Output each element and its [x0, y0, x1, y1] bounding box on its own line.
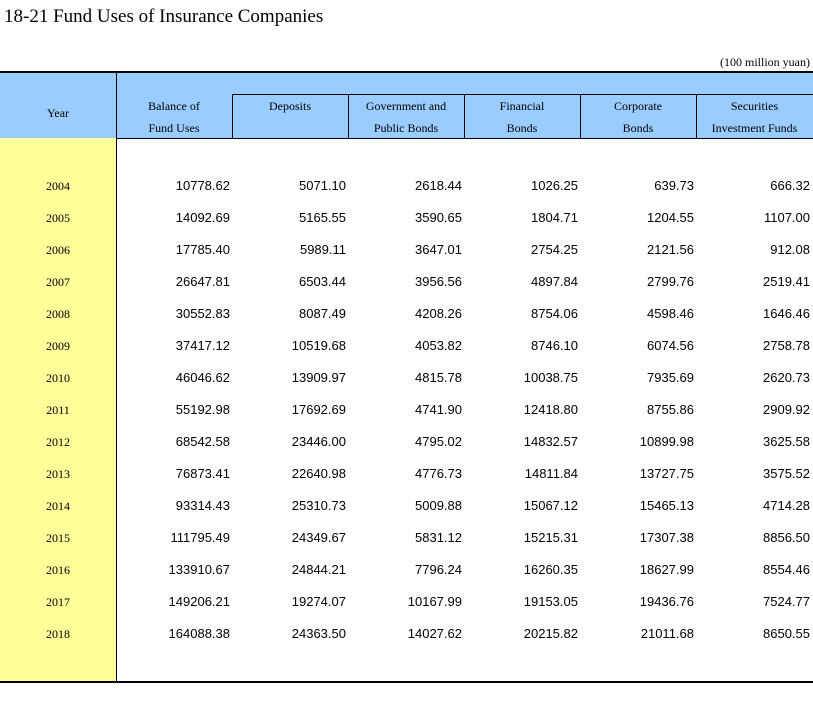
- header-fin-bonds-line1: Financial: [499, 99, 545, 113]
- gov-bonds-cell: 5009.88: [415, 498, 462, 513]
- header-balance-line1: Balance of: [148, 99, 200, 113]
- gov-bonds-cell: 4208.26: [415, 306, 462, 321]
- balance-cell: 14092.69: [175, 210, 230, 225]
- balance-cell: 46046.62: [175, 370, 230, 385]
- sec-funds-cell: 7524.77: [763, 594, 810, 609]
- fin-bonds-cell: 16260.35: [523, 562, 578, 577]
- deposits-cell: 23446.00: [291, 434, 346, 449]
- deposits-cell: 22640.98: [291, 466, 346, 481]
- corp-bonds-cell: 19436.76: [639, 594, 694, 609]
- table-row: [0, 242, 813, 258]
- deposits-cell: 8087.49: [299, 306, 346, 321]
- fin-bonds-cell: 2754.25: [531, 242, 578, 257]
- sec-funds-cell: 8650.55: [763, 626, 810, 641]
- balance-cell: 111795.49: [170, 530, 230, 545]
- deposits-cell: 19274.07: [291, 594, 346, 609]
- deposits-cell: 5071.10: [299, 178, 346, 193]
- year-cell: 2008: [46, 307, 70, 321]
- balance-cell: 17785.40: [175, 242, 230, 257]
- header-fin-bonds: [464, 95, 580, 139]
- fin-bonds-cell: 10038.75: [523, 370, 578, 385]
- fin-bonds-cell: 1804.71: [531, 210, 578, 225]
- header-deposits-line1: Deposits: [269, 99, 311, 113]
- header-sec-funds: [696, 95, 813, 139]
- fin-bonds-cell: 20215.82: [523, 626, 578, 641]
- table-row: [0, 178, 813, 194]
- header-corp-bonds: [580, 95, 696, 139]
- table-row: [0, 466, 813, 482]
- fin-bonds-cell: 12418.80: [523, 402, 578, 417]
- gov-bonds-cell: 2618.44: [415, 178, 462, 193]
- table-row: [0, 402, 813, 418]
- sec-funds-cell: 2620.73: [763, 370, 810, 385]
- deposits-cell: 24349.67: [291, 530, 346, 545]
- corp-bonds-cell: 2121.56: [647, 242, 694, 257]
- sec-funds-cell: 8554.46: [763, 562, 810, 577]
- corp-bonds-cell: 2799.76: [647, 274, 694, 289]
- balance-cell: 10778.62: [175, 178, 230, 193]
- table-row: [0, 626, 813, 642]
- year-cell: 2007: [46, 275, 70, 289]
- fin-bonds-cell: 19153.05: [523, 594, 578, 609]
- year-cell: 2016: [46, 563, 70, 577]
- table-row: [0, 530, 813, 546]
- sec-funds-cell: 8856.50: [763, 530, 810, 545]
- table-row: [0, 498, 813, 514]
- year-cell: 2006: [46, 243, 70, 257]
- corp-bonds-cell: 18627.99: [639, 562, 694, 577]
- header-fin-bonds-line2: Bonds: [506, 121, 538, 135]
- gov-bonds-cell: 10167.99: [407, 594, 462, 609]
- deposits-cell: 5165.55: [299, 210, 346, 225]
- gov-bonds-cell: 4741.90: [415, 402, 462, 417]
- deposits-cell: 24844.21: [291, 562, 346, 577]
- fin-bonds-cell: 1026.25: [531, 178, 578, 193]
- fin-bonds-cell: 8746.10: [531, 338, 578, 353]
- table-row: [0, 274, 813, 290]
- fin-bonds-cell: 15067.12: [523, 498, 578, 513]
- corp-bonds-cell: 6074.56: [647, 338, 694, 353]
- year-cell: 2013: [46, 467, 70, 481]
- corp-bonds-cell: 4598.46: [647, 306, 694, 321]
- table-row: [0, 306, 813, 322]
- year-cell: 2009: [46, 339, 70, 353]
- balance-cell: 164088.38: [168, 626, 230, 641]
- header-sec-funds-line2: Investment Funds: [711, 121, 798, 135]
- year-cell: 2012: [46, 435, 70, 449]
- bottom-rule: [0, 681, 813, 683]
- corp-bonds-cell: 15465.13: [639, 498, 694, 513]
- sec-funds-cell: 3575.52: [763, 466, 810, 481]
- fin-bonds-cell: 15215.31: [523, 530, 578, 545]
- year-cell: 2004: [46, 179, 70, 193]
- sec-funds-cell: 3625.58: [763, 434, 810, 449]
- table-row: [0, 370, 813, 386]
- year-cell: 2015: [46, 531, 70, 545]
- balance-cell: 149206.21: [168, 594, 230, 609]
- balance-cell: 30552.83: [175, 306, 230, 321]
- year-cell: 2014: [46, 499, 70, 513]
- table-row: [0, 594, 813, 610]
- gov-bonds-cell: 3956.56: [415, 274, 462, 289]
- fin-bonds-cell: 14832.57: [523, 434, 578, 449]
- gov-bonds-cell: 4776.73: [415, 466, 462, 481]
- sec-funds-cell: 912.08: [770, 242, 810, 257]
- header-gov-bonds: [348, 95, 464, 139]
- sec-funds-cell: 1107.00: [763, 210, 810, 225]
- table-row: [0, 210, 813, 226]
- deposits-cell: 6503.44: [299, 274, 346, 289]
- gov-bonds-cell: 4053.82: [415, 338, 462, 353]
- header-balance-line2: Fund Uses: [148, 121, 200, 135]
- corp-bonds-cell: 13727.75: [639, 466, 694, 481]
- fin-bonds-cell: 4897.84: [531, 274, 578, 289]
- sec-funds-cell: 1646.46: [763, 306, 810, 321]
- gov-bonds-cell: 3647.01: [415, 242, 462, 257]
- table-row: [0, 562, 813, 578]
- gov-bonds-cell: 7796.24: [415, 562, 462, 577]
- deposits-cell: 13909.97: [291, 370, 346, 385]
- corp-bonds-cell: 8755.86: [647, 402, 694, 417]
- deposits-cell: 25310.73: [291, 498, 346, 513]
- table-row: [0, 434, 813, 450]
- header-balance: [116, 95, 232, 139]
- gov-bonds-cell: 3590.65: [415, 210, 462, 225]
- sec-funds-cell: 4714.28: [763, 498, 810, 513]
- year-header: Year: [46, 106, 70, 120]
- deposits-cell: 5989.11: [299, 242, 346, 257]
- gov-bonds-cell: 4795.02: [415, 434, 462, 449]
- header-sec-funds-line1: Securities: [730, 99, 779, 113]
- balance-cell: 26647.81: [175, 274, 230, 289]
- balance-cell: 133910.67: [168, 562, 230, 577]
- deposits-cell: 17692.69: [291, 402, 346, 417]
- year-cell: 2005: [46, 211, 70, 225]
- header-corp-bonds-line2: Bonds: [622, 121, 654, 135]
- balance-cell: 55192.98: [175, 402, 230, 417]
- corp-bonds-cell: 639.73: [654, 178, 694, 193]
- fin-bonds-cell: 8754.06: [531, 306, 578, 321]
- deposits-cell: 10519.68: [291, 338, 346, 353]
- corp-bonds-cell: 17307.38: [639, 530, 694, 545]
- balance-cell: 93314.43: [175, 498, 230, 513]
- corp-bonds-cell: 7935.69: [647, 370, 694, 385]
- gov-bonds-cell: 5831.12: [415, 530, 462, 545]
- header-gov-bonds-line1: Government and: [365, 99, 447, 113]
- corp-bonds-cell: 1204.55: [647, 210, 694, 225]
- sec-funds-cell: 2758.78: [763, 338, 810, 353]
- sec-funds-cell: 2909.92: [763, 402, 810, 417]
- sec-funds-cell: 2519.41: [763, 274, 810, 289]
- gov-bonds-cell: 4815.78: [415, 370, 462, 385]
- unit-note: (100 million yuan): [720, 55, 810, 69]
- year-cell: 2018: [46, 627, 70, 641]
- deposits-cell: 24363.50: [291, 626, 346, 641]
- header-deposits: [232, 95, 348, 117]
- sec-funds-cell: 666.32: [770, 178, 810, 193]
- balance-cell: 37417.12: [175, 338, 230, 353]
- header-corp-bonds-line1: Corporate: [614, 99, 662, 113]
- corp-bonds-cell: 21011.68: [640, 626, 694, 641]
- gov-bonds-cell: 14027.62: [407, 626, 462, 641]
- year-cell: 2017: [46, 595, 70, 609]
- balance-cell: 76873.41: [175, 466, 230, 481]
- page-title: 18-21 Fund Uses of Insurance Companies: [4, 6, 324, 27]
- balance-cell: 68542.58: [175, 434, 230, 449]
- header-gov-bonds-line2: Public Bonds: [373, 121, 439, 135]
- year-cell: 2010: [46, 371, 70, 385]
- table-row: [0, 338, 813, 354]
- top-rule: [0, 71, 813, 73]
- year-cell: 2011: [46, 403, 70, 417]
- fin-bonds-cell: 14811.84: [524, 466, 578, 481]
- corp-bonds-cell: 10899.98: [639, 434, 694, 449]
